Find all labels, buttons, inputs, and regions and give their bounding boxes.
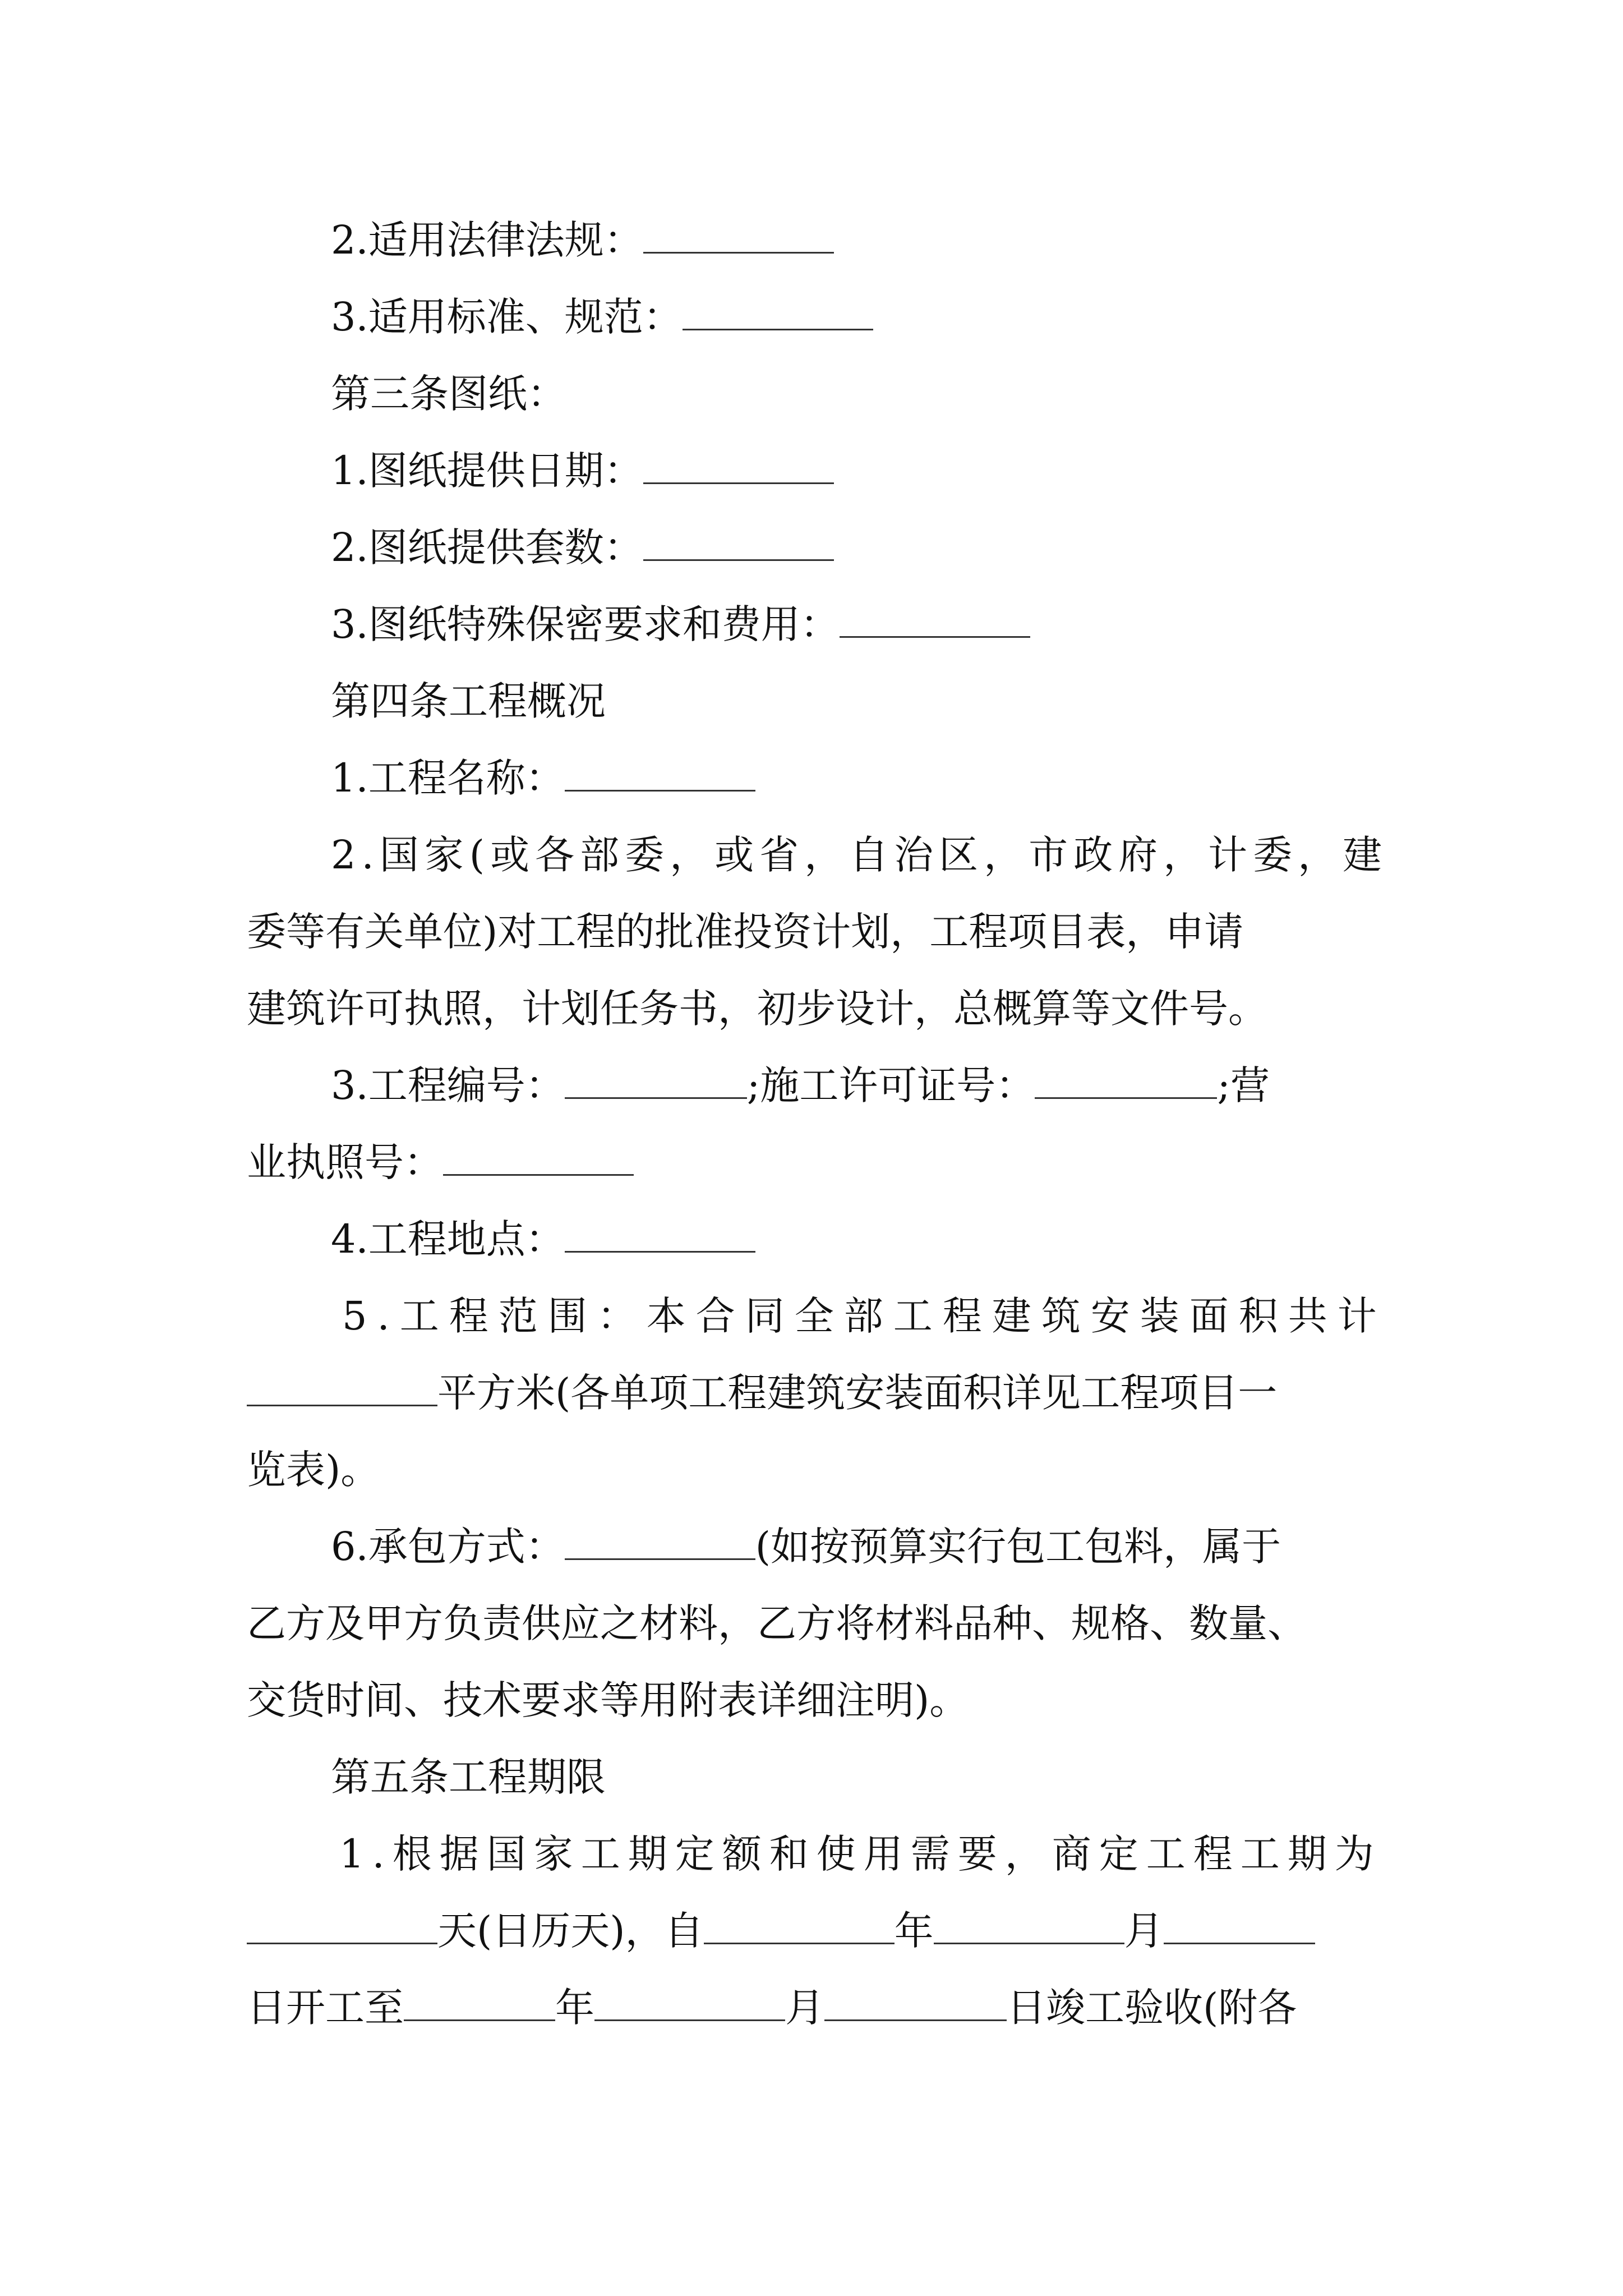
fill-in-blank[interactable] bbox=[643, 217, 834, 254]
text-segment: 6.承包方式： bbox=[331, 1524, 565, 1570]
line-applicable-standards bbox=[331, 292, 873, 342]
paragraph-line bbox=[331, 830, 1387, 880]
text-segment: 3.适用标准、规范： bbox=[331, 294, 683, 340]
text-segment: 2.国家(或各部委，或省，自治区，市政府，计委，建 bbox=[331, 832, 1388, 878]
fill-in-blank[interactable] bbox=[643, 448, 834, 484]
text-segment: ;营 bbox=[1217, 1062, 1270, 1108]
text-segment: 览表)。 bbox=[247, 1447, 380, 1493]
fill-in-blank[interactable] bbox=[824, 1985, 1007, 2021]
section-heading-term bbox=[331, 1752, 606, 1802]
line-project-numbers bbox=[331, 1060, 1270, 1111]
text-segment: 4.工程地点： bbox=[331, 1216, 565, 1262]
paragraph-line bbox=[247, 1444, 380, 1495]
line-schedule-end bbox=[247, 1982, 1297, 2033]
fill-in-blank[interactable] bbox=[934, 1908, 1124, 1944]
text-segment: 日竣工验收(附各 bbox=[1007, 1985, 1297, 2031]
text-segment: 2.适用法律法规： bbox=[331, 217, 643, 263]
line-schedule-start bbox=[247, 1906, 1315, 1956]
text-segment: 月 bbox=[785, 1985, 824, 2031]
paragraph-line bbox=[247, 1675, 969, 1726]
fill-in-blank[interactable] bbox=[704, 1908, 895, 1944]
text-segment: (如按预算实行包工包料，属于 bbox=[755, 1524, 1281, 1570]
fill-in-blank[interactable] bbox=[565, 1524, 755, 1560]
text-segment: 平方米(各单项工程建筑安装面积详见工程项目一 bbox=[437, 1370, 1278, 1416]
line-drawing-sets bbox=[331, 522, 834, 573]
paragraph-line bbox=[339, 1829, 1382, 1879]
text-segment: 1.工程名称： bbox=[331, 755, 565, 801]
text-segment: 2.图纸提供套数： bbox=[331, 524, 643, 570]
fill-in-blank[interactable] bbox=[247, 1370, 437, 1406]
text-segment: 年 bbox=[555, 1985, 594, 2031]
paragraph-line bbox=[247, 983, 1267, 1034]
fill-in-blank[interactable] bbox=[1035, 1062, 1217, 1099]
line-drawing-confidentiality bbox=[331, 599, 1030, 650]
text-segment: 5.工程范围：本合同全部工程建筑安装面积共计 bbox=[342, 1293, 1387, 1339]
text-segment: 乙方及甲方负责供应之材料，乙方将材料品种、规格、数量、 bbox=[247, 1600, 1307, 1646]
line-contract-method bbox=[331, 1521, 1281, 1572]
line-business-license bbox=[247, 1137, 634, 1188]
text-segment: 3.工程编号： bbox=[331, 1062, 565, 1108]
text-segment: 第三条图纸： bbox=[331, 371, 566, 417]
fill-in-blank[interactable] bbox=[643, 524, 834, 561]
line-drawing-date bbox=[331, 445, 834, 496]
paragraph-line bbox=[247, 1598, 1307, 1649]
section-heading-drawings bbox=[331, 369, 566, 419]
text-segment: 第五条工程期限 bbox=[331, 1754, 606, 1800]
text-segment: 天(日历天)，自 bbox=[437, 1908, 704, 1954]
text-segment: 业执照号： bbox=[247, 1139, 443, 1185]
line-area bbox=[247, 1368, 1277, 1418]
fill-in-blank[interactable] bbox=[683, 294, 873, 330]
fill-in-blank[interactable] bbox=[594, 1985, 785, 2021]
line-applicable-laws bbox=[331, 215, 834, 265]
fill-in-blank[interactable] bbox=[443, 1139, 634, 1176]
text-segment: 日开工至 bbox=[247, 1985, 404, 2031]
text-segment: 委等有关单位)对工程的批准投资计划，工程项目表，申请 bbox=[247, 909, 1244, 955]
text-segment: 年 bbox=[894, 1908, 934, 1954]
text-segment: 1.根据国家工期定额和使用需要，商定工程工期为 bbox=[339, 1831, 1382, 1877]
fill-in-blank[interactable] bbox=[247, 1908, 437, 1944]
line-project-location bbox=[331, 1214, 755, 1264]
section-heading-overview bbox=[331, 676, 606, 726]
text-segment: 1.图纸提供日期： bbox=[331, 448, 643, 494]
fill-in-blank[interactable] bbox=[565, 1062, 747, 1099]
text-segment: 月 bbox=[1124, 1908, 1164, 1954]
text-segment: 第四条工程概况 bbox=[331, 678, 606, 724]
text-segment: ;施工许可证号： bbox=[746, 1062, 1035, 1108]
text-segment: 3.图纸特殊保密要求和费用： bbox=[331, 601, 840, 647]
fill-in-blank[interactable] bbox=[565, 755, 755, 792]
fill-in-blank[interactable] bbox=[1164, 1908, 1315, 1944]
fill-in-blank[interactable] bbox=[404, 1985, 555, 2021]
paragraph-line bbox=[342, 1291, 1387, 1341]
text-segment: 交货时间、技术要求等用附表详细注明)。 bbox=[247, 1677, 969, 1723]
text-segment: 建筑许可执照，计划任务书，初步设计，总概算等文件号。 bbox=[247, 986, 1267, 1032]
paragraph-line bbox=[247, 907, 1243, 957]
fill-in-blank[interactable] bbox=[565, 1216, 755, 1253]
line-project-name bbox=[331, 753, 755, 803]
fill-in-blank[interactable] bbox=[840, 601, 1030, 638]
